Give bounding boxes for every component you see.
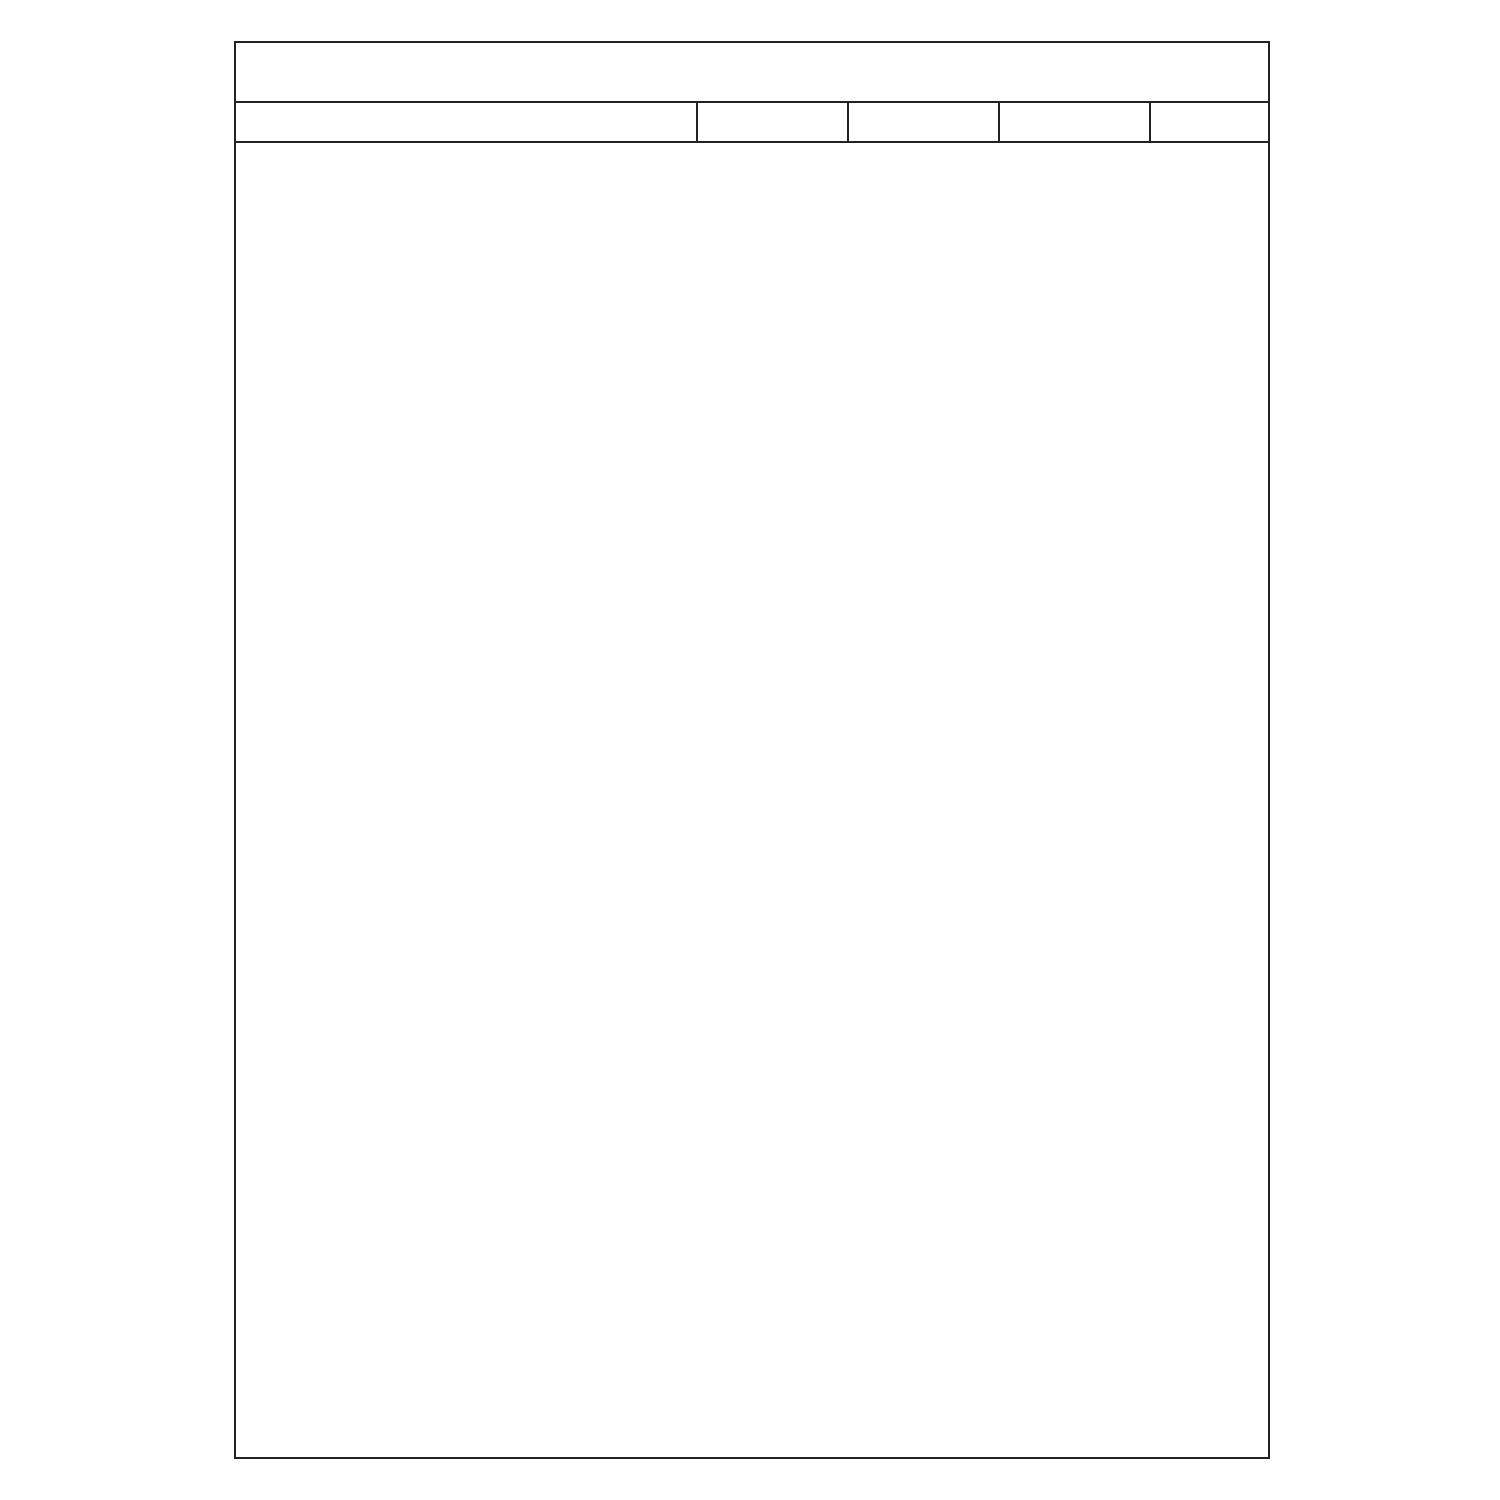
header-row: [236, 103, 1268, 143]
table-title: [236, 43, 1268, 103]
header-per-tablet: [698, 103, 849, 141]
header-ingredient: [236, 103, 698, 141]
header-per-softgel: [1000, 103, 1151, 141]
header-unit: [1151, 103, 1272, 141]
nutrition-table: [234, 41, 1270, 1459]
header-per-capsule: [849, 103, 1000, 141]
